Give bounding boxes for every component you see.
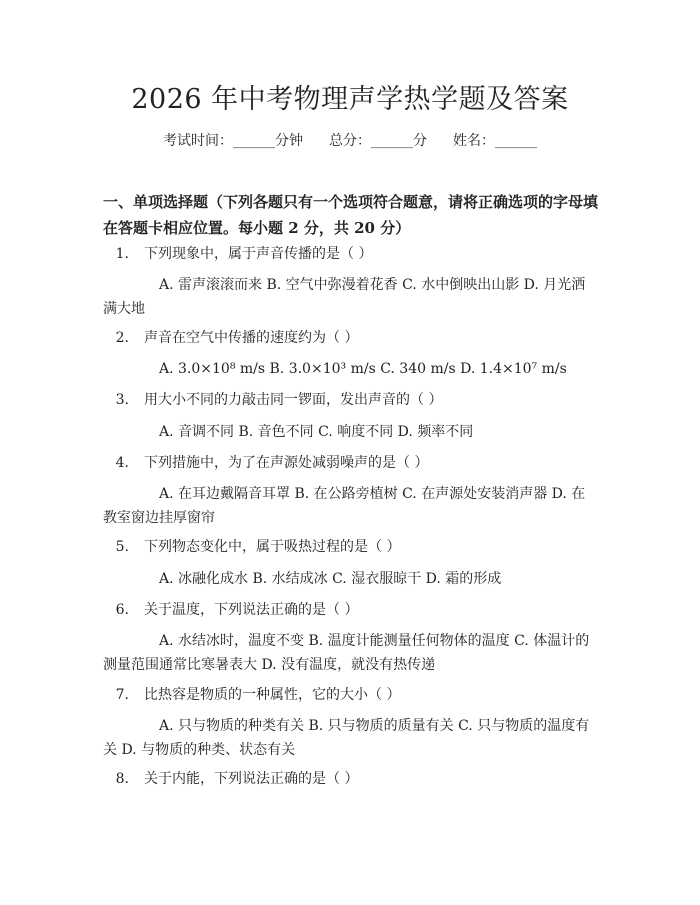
question-number: 6.	[115, 602, 129, 618]
question-stem	[103, 536, 603, 558]
question-options: A. 3.0×10⁸ m/s B. 3.0×10³ m/s C. 340 m/s D. 1.4×10⁷ m/s	[159, 361, 567, 377]
student-name: 姓名：______	[453, 133, 537, 149]
question-stem	[103, 599, 603, 621]
question-options: A. 水结冰时，温度不变 B. 温度计能测量任何物体的温度 C. 体温计的测量范围通常比寒暑表大 D. 没有温度，就没有热传递	[103, 633, 590, 673]
question-number: 1.	[115, 246, 129, 262]
exam-time: 考试时间：______分钟	[163, 133, 303, 149]
question-text: 下列现象中，属于声音传播的是（ ）	[144, 246, 373, 262]
question-text: 关于温度，下列说法正确的是（ ）	[144, 602, 359, 618]
question-stem	[103, 684, 603, 706]
question-options: A. 冰融化成水 B. 水结成冰 C. 湿衣服晾干 D. 霜的形成	[159, 571, 502, 587]
question-stem	[103, 389, 603, 411]
question-options: A. 在耳边戴隔音耳罩 B. 在公路旁植树 C. 在声源处安装消声器 D. 在教室窗边挂厚窗帘	[103, 486, 586, 526]
question-stem	[103, 327, 603, 349]
question-options: A. 音调不同 B. 音色不同 C. 响度不同 D. 频率不同	[159, 424, 474, 440]
exam-score: 总分：______分	[329, 133, 427, 149]
page-title: 2026 年中考物理声学热学题及答案	[131, 84, 569, 115]
question-text: 关于内能，下列说法正确的是（ ）	[144, 771, 359, 787]
exam-meta	[0, 131, 700, 151]
question-text: 比热容是物质的一种属性，它的大小（ ）	[144, 687, 401, 703]
question-number: 5.	[115, 539, 129, 555]
question-stem	[103, 768, 603, 790]
question-options: A. 只与物质的种类有关 B. 只与物质的质量有关 C. 只与物质的温度有关 D. 与物质的种类、状态有关	[103, 718, 590, 758]
question-text: 下列物态变化中，属于吸热过程的是（ ）	[144, 539, 401, 555]
question-options: A. 雷声滚滚而来 B. 空气中弥漫着花香 C. 水中倒映出山影 D. 月光洒满大地	[103, 277, 586, 317]
question-stem	[103, 452, 603, 474]
section-heading: 一、单项选择题（下列各题只有一个选项符合题意，请将正确选项的字母填在答题卡相应位置。每小题 2 分，共 20 分）	[103, 193, 599, 237]
question-text: 声音在空气中传播的速度约为（ ）	[144, 330, 359, 346]
question-stem	[103, 243, 603, 265]
question-number: 3.	[115, 392, 129, 408]
question-number: 4.	[115, 455, 129, 471]
question-number: 2.	[115, 330, 129, 346]
question-text: 下列措施中，为了在声源处减弱噪声的是（ ）	[144, 455, 429, 471]
question-text: 用大小不同的力敲击同一锣面，发出声音的（ ）	[144, 392, 443, 408]
question-number: 7.	[115, 687, 129, 703]
question-number: 8.	[115, 771, 129, 787]
